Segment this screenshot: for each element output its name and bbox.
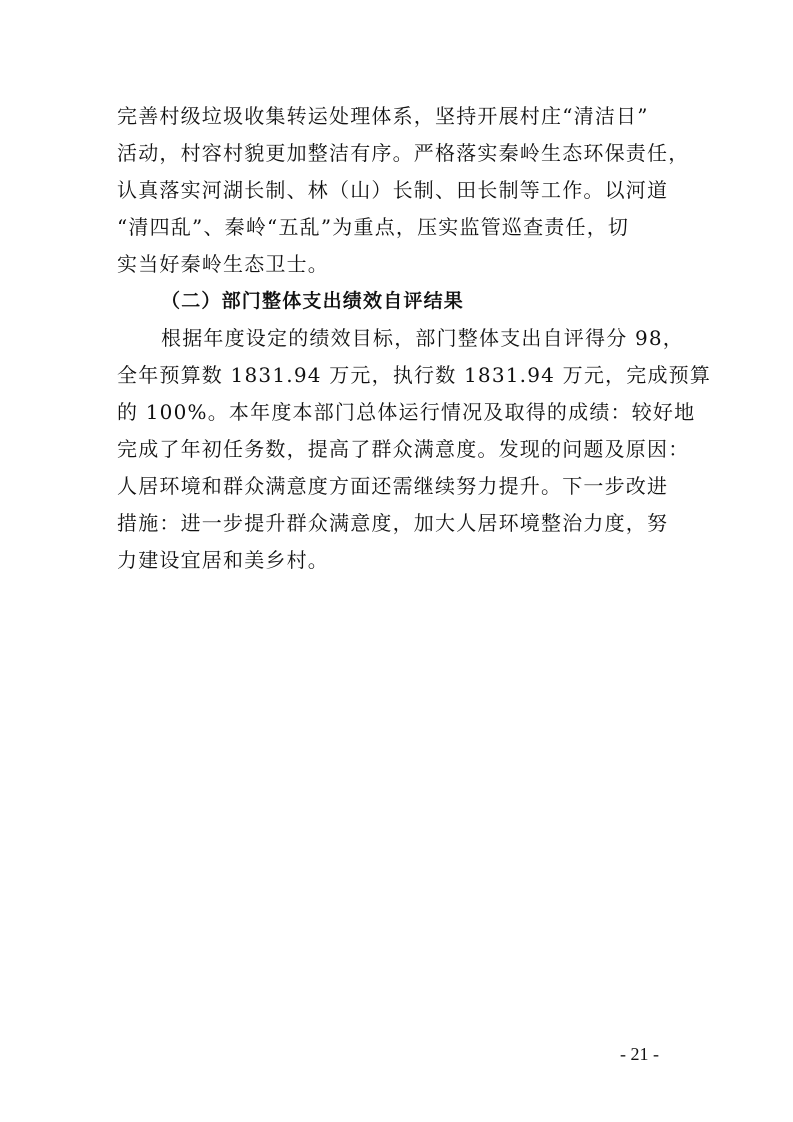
body-text xyxy=(117,98,712,579)
text-line: 活动，村容村貌更加整洁有序。严格落实秦岭生态环保责任， xyxy=(117,141,690,165)
text-line: 力建设宜居和美乡村。 xyxy=(117,548,329,572)
text-line: “清四乱”、秦岭“五乱”为重点，压实监管巡查责任，切 xyxy=(117,215,630,239)
text-line: 人居环境和群众满意度方面还需继续努力提升。下一步改进 xyxy=(117,474,669,498)
text-line: 完成了年初任务数，提高了群众满意度。发现的问题及原因： xyxy=(117,437,690,461)
text-line: 的 100%。本年度本部门总体运行情况及取得的成绩：较好地 xyxy=(117,400,696,424)
page-number: - 21 - xyxy=(620,1044,659,1064)
text-line: 完善村级垃圾收集转运处理体系，坚持开展村庄“清洁日” xyxy=(117,104,649,128)
section-heading: （二）部门整体支出绩效自评结果 xyxy=(161,290,465,312)
text-line: 认真落实河湖长制、林（山）长制、田长制等工作。以河道 xyxy=(117,178,669,202)
text-line: 实当好秦岭生态卫士。 xyxy=(117,252,329,276)
text-line: 全年预算数 1831.94 万元，执行数 1831.94 万元，完成预算 xyxy=(117,363,712,387)
text-line: 措施：进一步提升群众满意度，加大人居环境整治力度，努 xyxy=(117,511,669,535)
text-line: 根据年度设定的绩效目标，部门整体支出自评得分 98， xyxy=(161,326,685,350)
